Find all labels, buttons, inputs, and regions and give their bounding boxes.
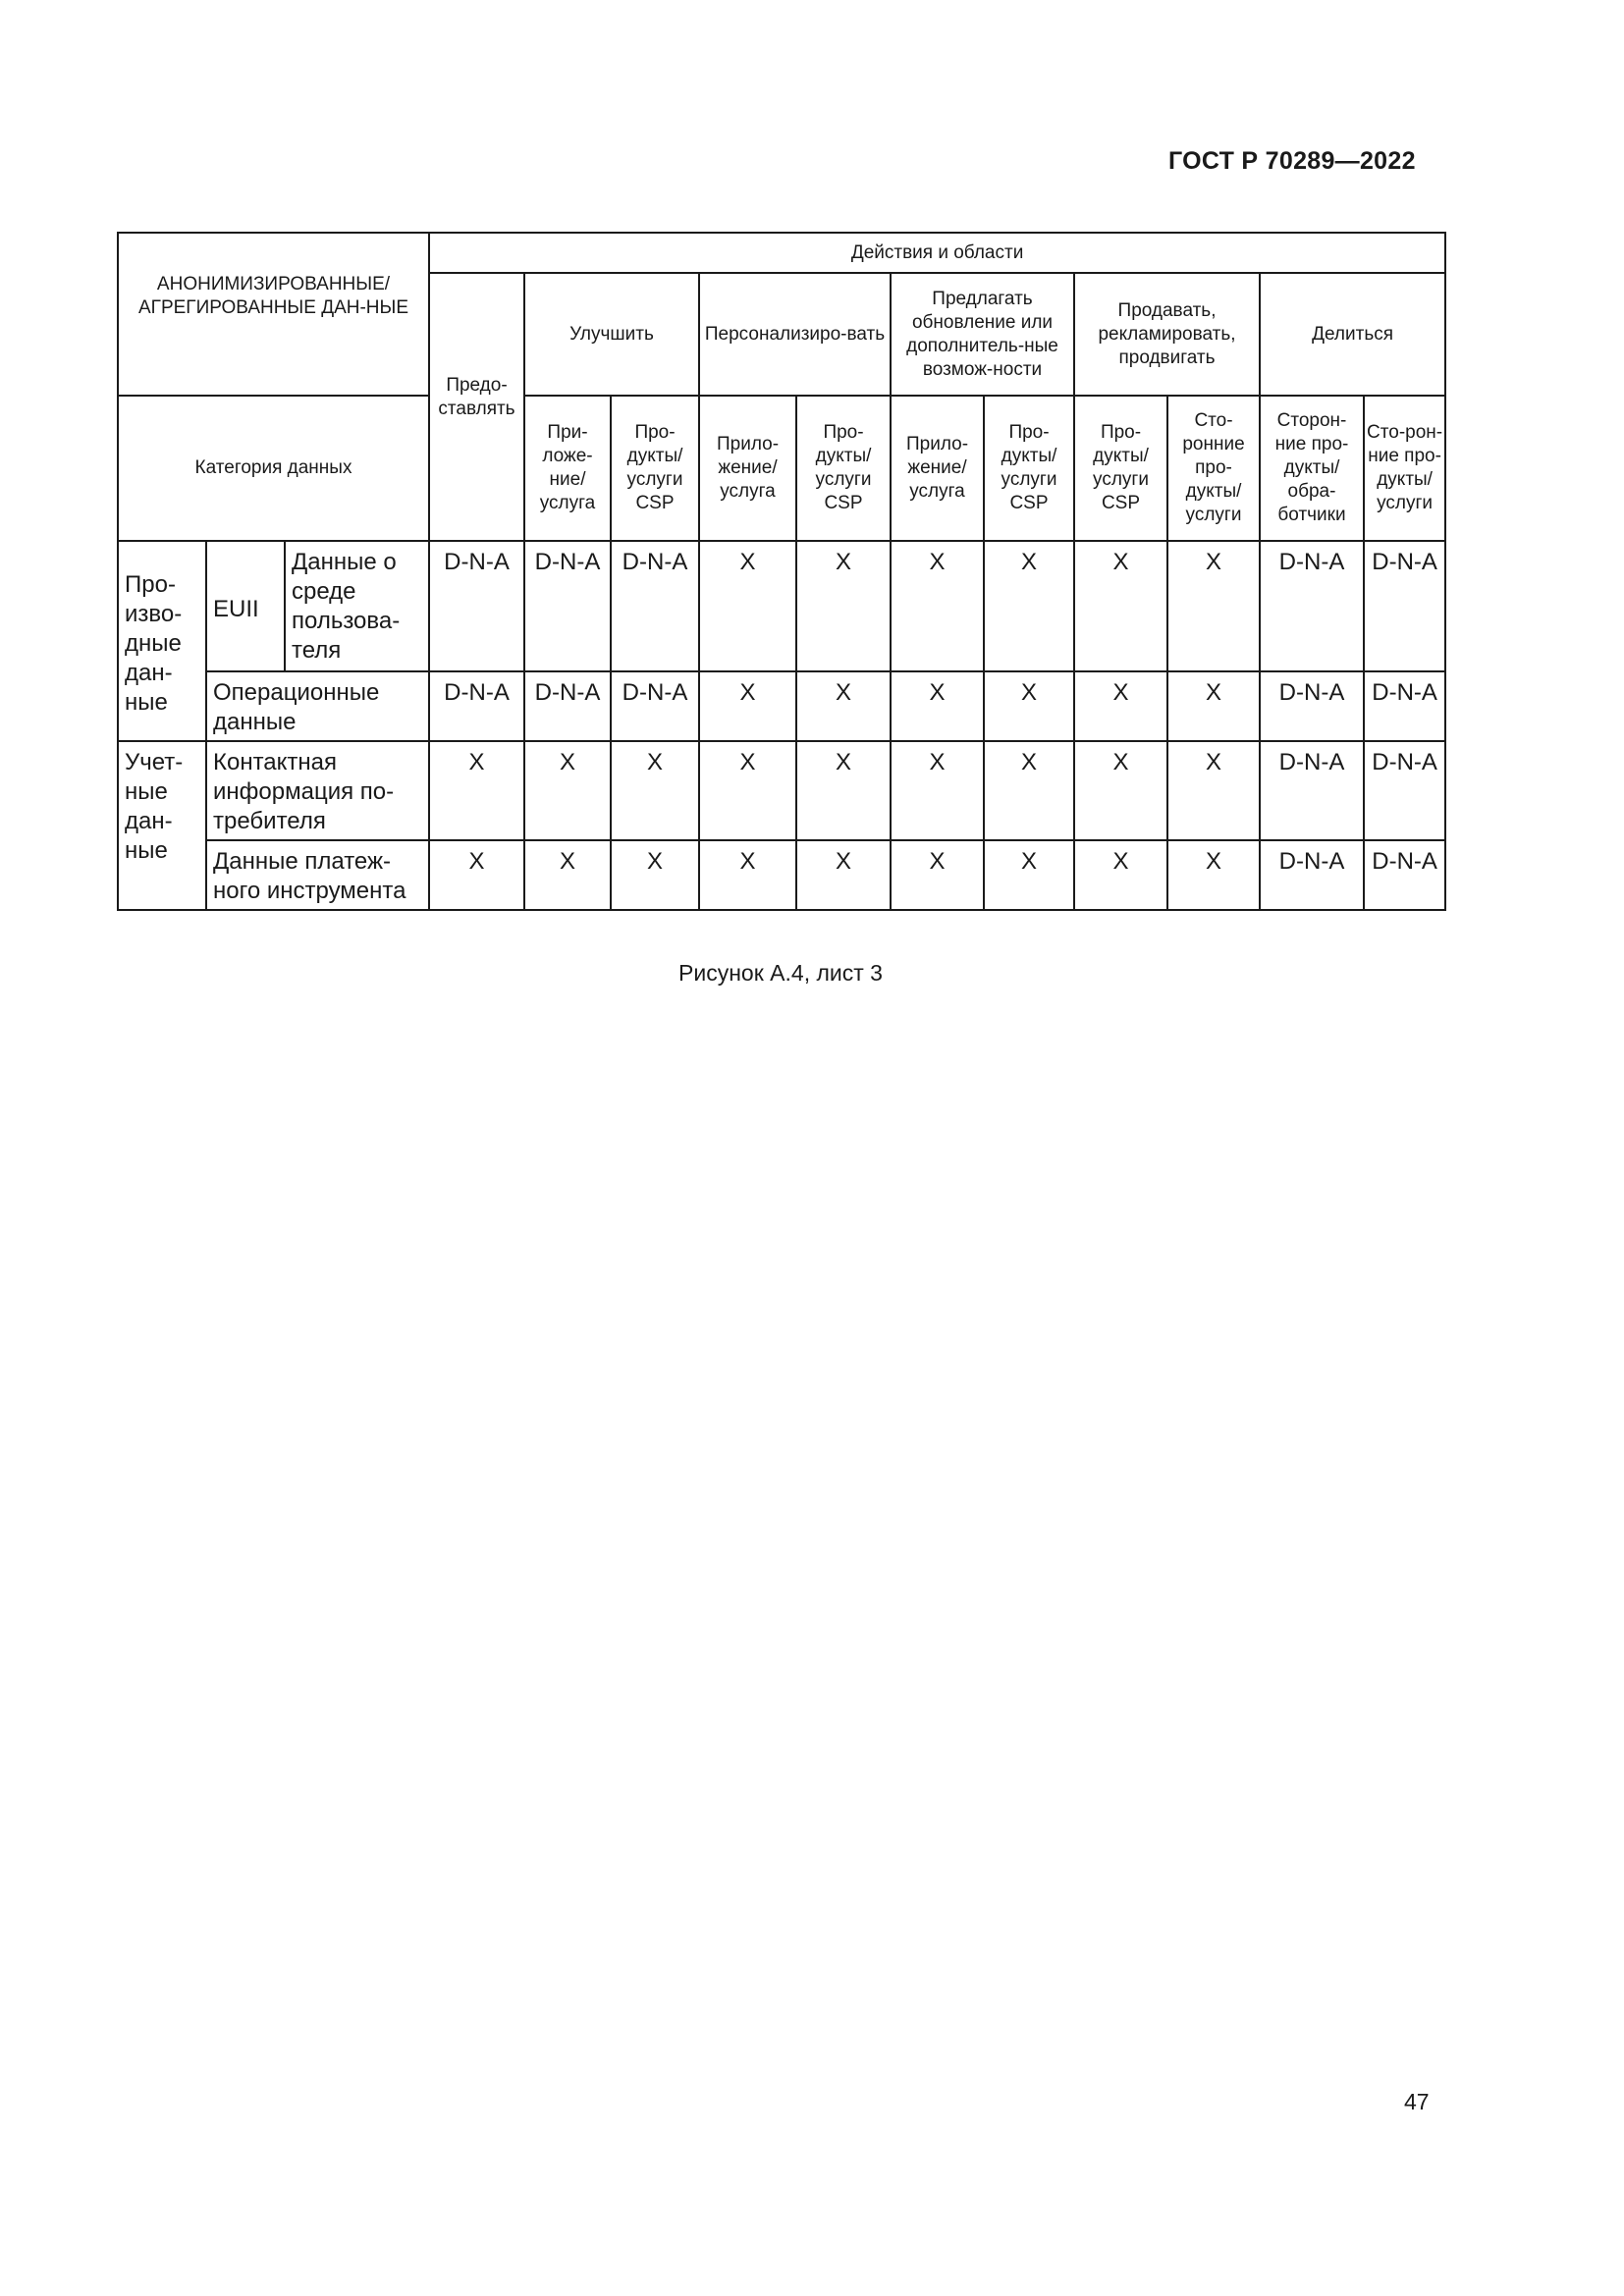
cell-value: X (524, 840, 611, 910)
group-header-offer-updates: Предлагать обновление или дополнитель-ные возмож-ности (891, 273, 1074, 396)
cell-value: D-N-A (611, 541, 699, 671)
subheader-share-third-party: Сто-рон-ние про-дукты/ услуги (1364, 396, 1445, 541)
cell-value: X (891, 671, 984, 741)
cell-value: D-N-A (1260, 541, 1364, 671)
group-header-share: Делиться (1260, 273, 1445, 396)
cell-value: D-N-A (1364, 741, 1445, 840)
cell-value: X (796, 840, 891, 910)
cell-value: X (699, 671, 796, 741)
cell-value: D-N-A (611, 671, 699, 741)
cell-value: X (984, 671, 1074, 741)
data-actions-table (117, 232, 1446, 911)
cell-value: X (1074, 840, 1167, 910)
table-row (118, 741, 1445, 840)
corner-title: АНОНИМИЗИРОВАННЫЕ/ АГРЕГИРОВАННЫЕ ДАН-НЫЕ (137, 274, 409, 318)
subheader-share-processors: Сторон-ние про-дукты/ обра-ботчики (1260, 396, 1364, 541)
subheader-sell-third-party: Сто-ронние про-дукты/ услуги (1167, 396, 1260, 541)
row-group-label: Про-изво-дные дан-ные (118, 541, 206, 741)
cell-value: X (1074, 671, 1167, 741)
row-label: Данные платеж-ного инструмента (206, 840, 429, 910)
cell-value: X (699, 840, 796, 910)
page-number: 47 (1404, 2089, 1430, 2114)
cell-value: X (699, 741, 796, 840)
corner-title-cell (118, 233, 429, 396)
cell-value: X (796, 741, 891, 840)
provide-header-cell (429, 273, 524, 541)
cell-value: X (429, 840, 524, 910)
cell-value: X (1074, 741, 1167, 840)
cell-value: X (429, 741, 524, 840)
category-label: Категория данных (118, 396, 429, 541)
table-row (118, 541, 1445, 671)
cell-value: X (699, 541, 796, 671)
cell-value: D-N-A (429, 541, 524, 671)
cell-value: X (984, 541, 1074, 671)
cell-value: X (524, 741, 611, 840)
cell-value: X (1167, 840, 1260, 910)
table-row (118, 840, 1445, 910)
provide-header: Предо-ставлять (438, 375, 515, 419)
group-header-improve: Улучшить (524, 273, 699, 396)
cell-value: D-N-A (1260, 741, 1364, 840)
subheader-personalize-csp: Про-дукты/ услуги CSP (796, 396, 891, 541)
subheader-improve-csp: Про-дукты/ услуги CSP (611, 396, 699, 541)
cell-value: D-N-A (1364, 671, 1445, 741)
cell-value: X (1167, 671, 1260, 741)
cell-value: X (1167, 741, 1260, 840)
cell-value: X (1074, 541, 1167, 671)
row-label: Операционные данные (206, 671, 429, 741)
cell-value: X (984, 741, 1074, 840)
group-header-sell-promote: Продавать, рекламировать, продвигать (1074, 273, 1260, 396)
cell-value: X (796, 671, 891, 741)
actions-header: Действия и области (429, 233, 1445, 273)
cell-value: X (611, 741, 699, 840)
group-header-personalize: Персонализиро-вать (699, 273, 891, 396)
cell-value: D-N-A (1260, 840, 1364, 910)
cell-value: D-N-A (524, 671, 611, 741)
cell-value: X (891, 541, 984, 671)
cell-value: X (1167, 541, 1260, 671)
cell-value: X (796, 541, 891, 671)
figure-caption: Рисунок А.4, лист 3 (678, 960, 883, 986)
row-subgroup-label: EUII (206, 541, 285, 671)
row-group-label: Учет-ные дан-ные (118, 741, 206, 910)
subheader-offer-app: Прило-жение/ услуга (891, 396, 984, 541)
cell-value: X (891, 840, 984, 910)
cell-value: D-N-A (1260, 671, 1364, 741)
cell-value: D-N-A (1364, 840, 1445, 910)
row-label: Данные о среде пользова-теля (285, 541, 429, 671)
subheader-offer-csp: Про-дукты/ услуги CSP (984, 396, 1074, 541)
cell-value: X (984, 840, 1074, 910)
subheader-improve-app: При-ложе-ние/ услуга (524, 396, 611, 541)
cell-value: D-N-A (429, 671, 524, 741)
cell-value: D-N-A (1364, 541, 1445, 671)
cell-value: D-N-A (524, 541, 611, 671)
cell-value: X (611, 840, 699, 910)
cell-value: X (891, 741, 984, 840)
subheader-personalize-app: Прило-жение/ услуга (699, 396, 796, 541)
row-label: Контактная информация по-требителя (206, 741, 429, 840)
subheader-sell-csp: Про-дукты/ услуги CSP (1074, 396, 1167, 541)
page-header: ГОСТ Р 70289—2022 (1168, 147, 1416, 175)
table-row (118, 671, 1445, 741)
